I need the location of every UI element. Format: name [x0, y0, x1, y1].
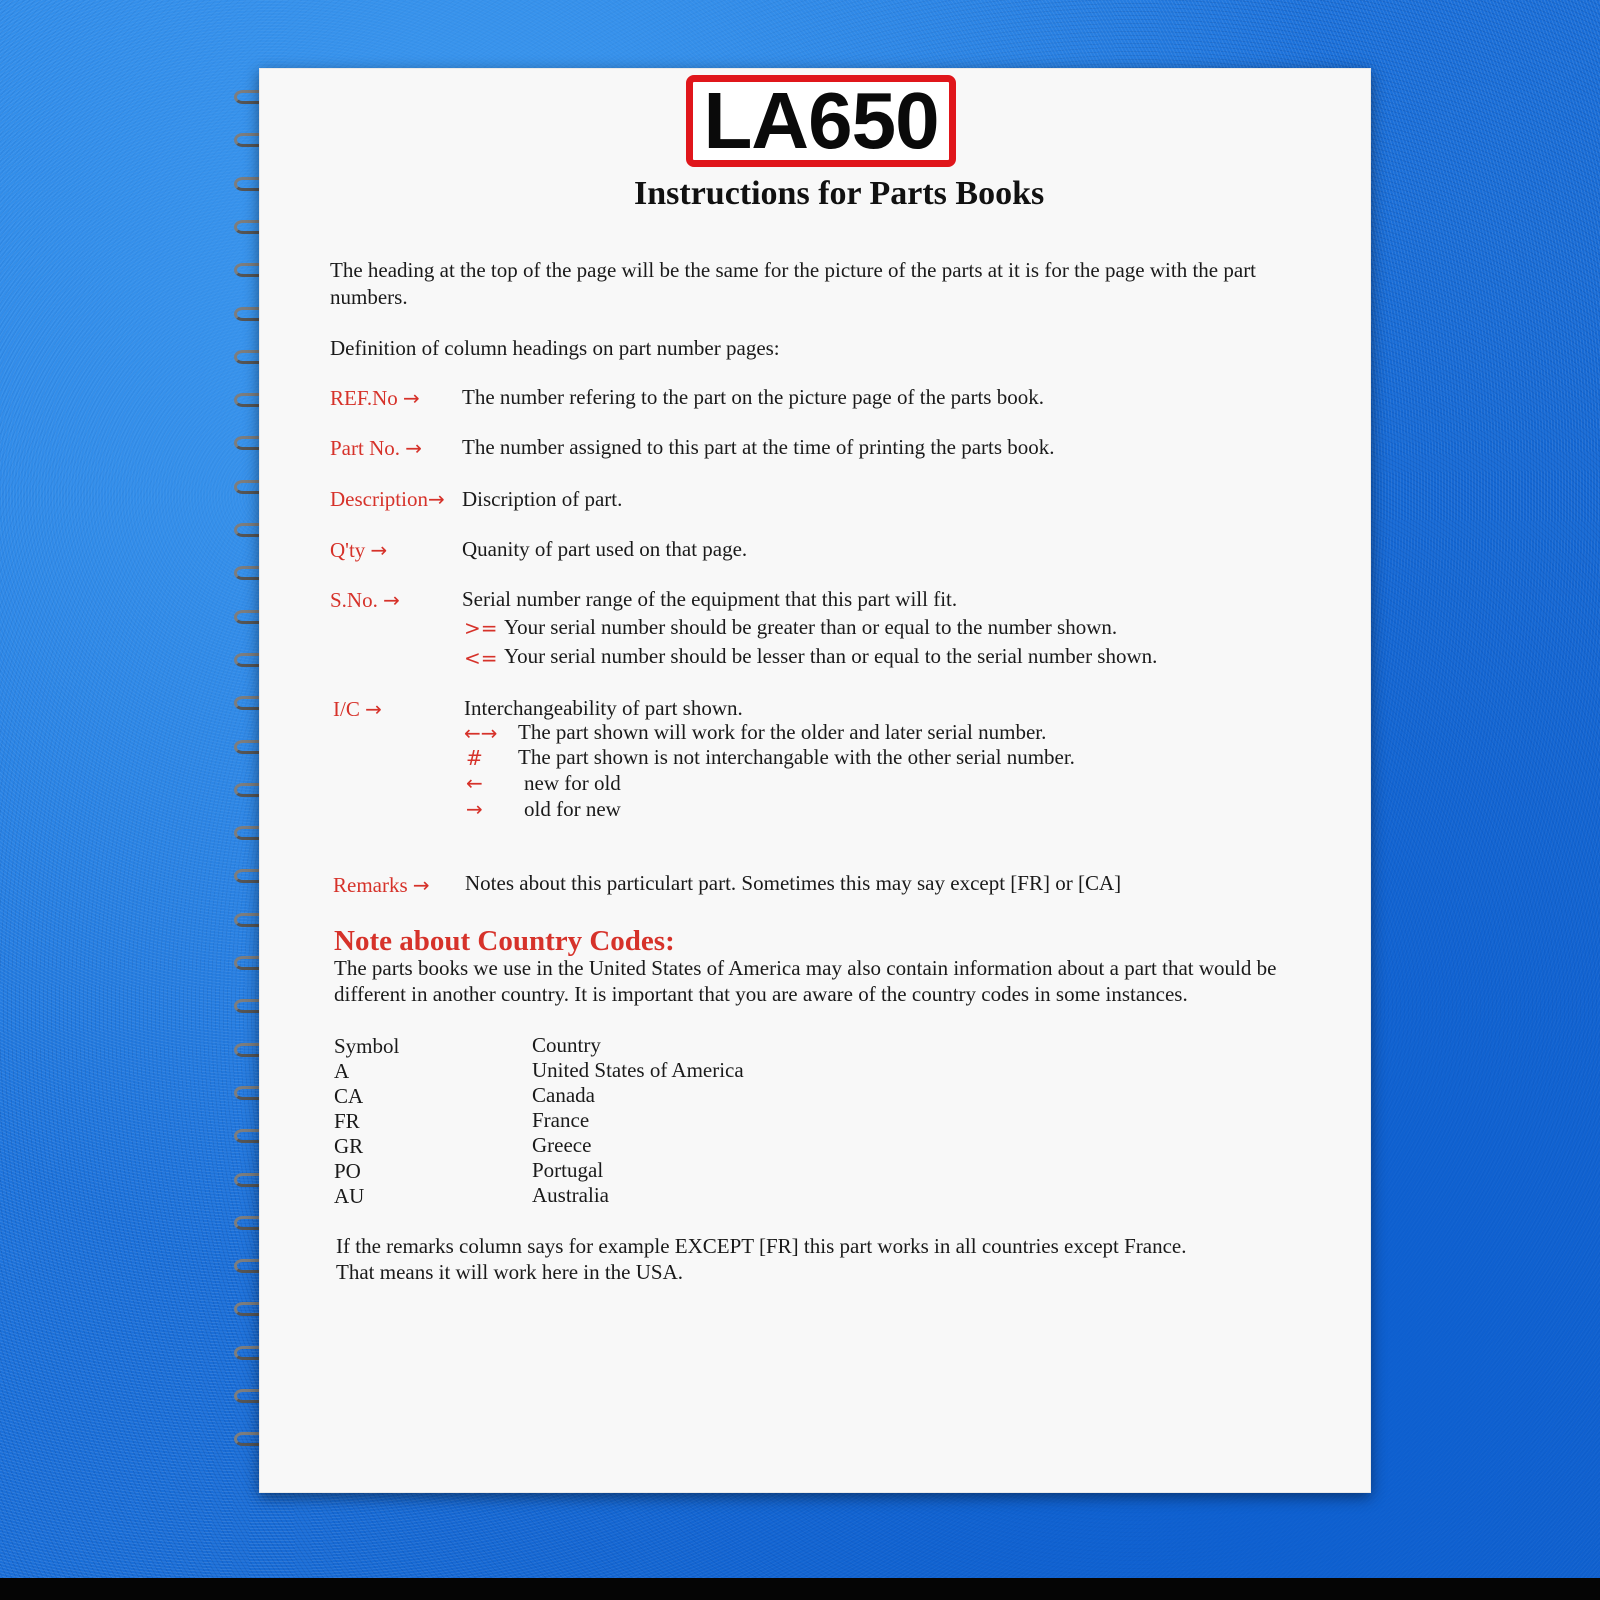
- arrow-right-icon: →: [403, 386, 420, 410]
- arrow-right-icon: →: [370, 538, 388, 562]
- page-heading: Instructions for Parts Books: [634, 175, 1045, 212]
- table-row-symbol: AU: [334, 1184, 365, 1208]
- ic-both-text: The part shown will work for the older and later serial number.: [518, 720, 1047, 744]
- greater-equal-symbol: >=: [464, 616, 498, 640]
- arrow-right-icon: →: [412, 873, 430, 897]
- ic-label: [333, 696, 382, 722]
- intro-line-2: numbers.: [330, 285, 408, 309]
- arrow-right-icon: →: [466, 797, 483, 821]
- part-label-text: Part No.: [330, 436, 400, 460]
- ic-hash-text: The part shown is not interchangable with the other serial number.: [518, 745, 1075, 769]
- bottom-bar: [0, 1578, 1600, 1600]
- left-right-arrow-icon: ←→: [464, 721, 498, 745]
- table-row-symbol: GR: [334, 1134, 364, 1158]
- arrow-right-icon: →: [383, 588, 400, 612]
- table-row-symbol: CA: [334, 1084, 364, 1108]
- table-header-symbol: Symbol: [334, 1034, 400, 1058]
- sno-label: [330, 587, 400, 613]
- country-para-1: The parts books we use in the United States of America may also contain information about a part that would be: [334, 956, 1277, 980]
- sno-label-text: S.No.: [330, 588, 378, 612]
- sno-definition: Serial number range of the equipment that this part will fit.: [462, 587, 958, 611]
- intro-line-1: The heading at the top of the page will be the same for the picture of the parts at it is for the page with the part: [330, 258, 1257, 282]
- qty-label: [330, 537, 387, 563]
- arrow-right-icon: →: [405, 436, 423, 460]
- part-label: [330, 435, 422, 461]
- footer-line-2: That means it will work here in the USA.: [336, 1260, 684, 1284]
- less-equal-symbol: <=: [464, 646, 498, 670]
- ic-definition: Interchangeability of part shown.: [464, 696, 743, 720]
- ic-right-text: old for new: [524, 797, 621, 821]
- desc-label: [330, 486, 445, 512]
- table-row-country: Canada: [532, 1083, 595, 1107]
- country-para-2: different in another country. It is important that you are aware of the country codes in some instances.: [334, 982, 1188, 1006]
- ref-label: [330, 385, 420, 411]
- arrow-right-icon: →: [427, 487, 445, 511]
- country-codes-heading: Note about Country Codes:: [334, 925, 675, 957]
- table-row-country: Greece: [532, 1133, 592, 1157]
- arrow-right-icon: →: [365, 697, 382, 721]
- table-row-country: Portugal: [532, 1158, 604, 1182]
- remarks-label-text: Remarks: [333, 873, 408, 897]
- footer-line-1: If the remarks column says for example EXCEPT [FR] this part works in all countries except France.: [336, 1234, 1187, 1258]
- table-row-symbol: FR: [334, 1109, 360, 1133]
- arrow-left-icon: ←: [466, 771, 483, 795]
- qty-label-text: Q'ty: [330, 538, 366, 562]
- table-row-symbol: PO: [334, 1159, 361, 1183]
- ref-definition: The number refering to the part on the picture page of the parts book.: [462, 385, 1044, 409]
- desc-definition: Discription of part.: [462, 487, 623, 511]
- table-row-country: France: [532, 1108, 590, 1132]
- sno-ge-text: Your serial number should be greater than or equal to the number shown.: [504, 615, 1118, 639]
- table-header-country: Country: [532, 1033, 601, 1057]
- part-definition: The number assigned to this part at the time of printing the parts book.: [462, 435, 1055, 459]
- ic-label-text: I/C: [333, 697, 360, 721]
- table-row-country: Australia: [532, 1183, 609, 1207]
- qty-definition: Quanity of part used on that page.: [462, 537, 748, 561]
- ref-label-text: REF.No: [330, 386, 398, 410]
- model-title: LA650: [703, 76, 939, 165]
- table-row-symbol: A: [334, 1059, 350, 1083]
- hash-symbol: #: [466, 746, 483, 770]
- remarks-label: [333, 872, 430, 898]
- model-title-box: [686, 75, 956, 167]
- remarks-definition: Notes about this particulart part. Sometimes this may say except [FR] or [CA]: [465, 871, 1122, 895]
- table-row-country: United States of America: [532, 1058, 744, 1082]
- sno-le-text: Your serial number should be lesser than or equal to the serial number shown.: [504, 644, 1158, 668]
- ic-left-text: new for old: [524, 771, 621, 795]
- definition-line: Definition of column headings on part number pages:: [330, 336, 780, 360]
- desc-label-text: Description: [330, 487, 428, 511]
